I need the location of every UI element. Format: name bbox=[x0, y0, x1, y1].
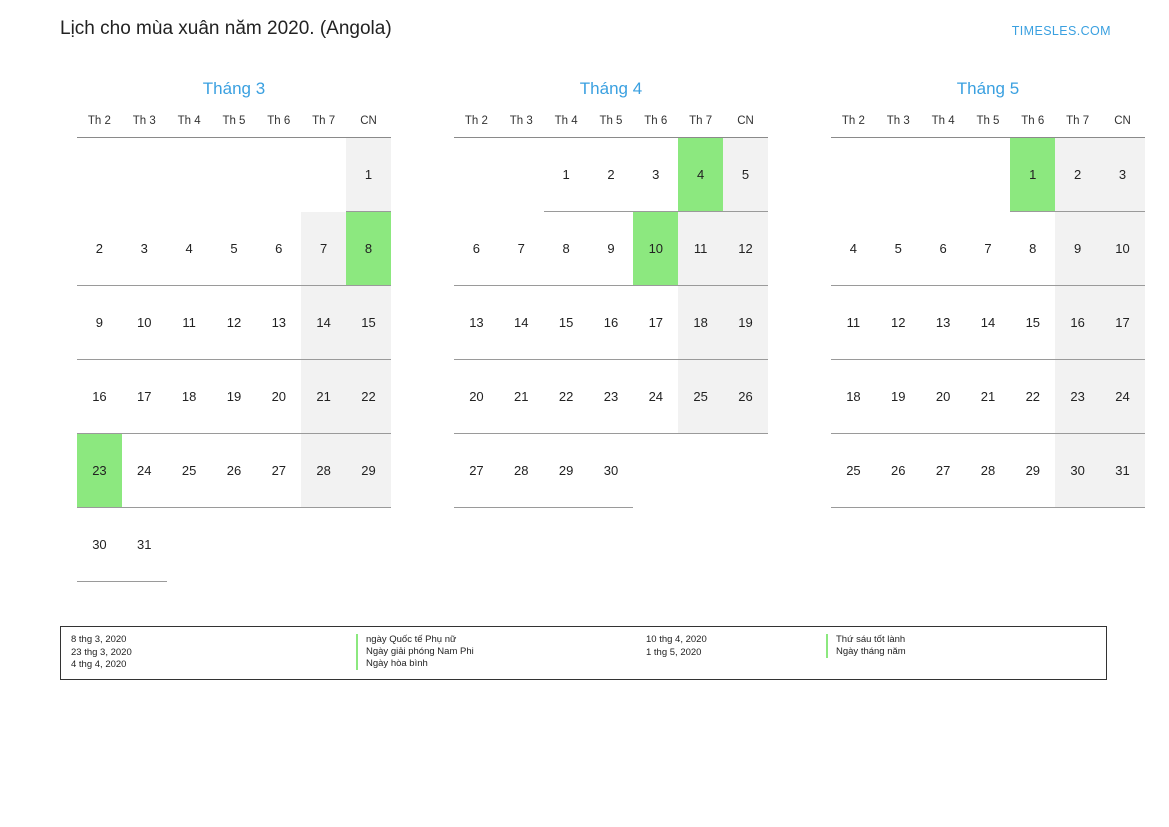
day-cell-empty bbox=[167, 508, 212, 582]
day-cell[interactable]: 20 bbox=[256, 360, 301, 434]
day-cell[interactable]: 24 bbox=[1100, 360, 1145, 434]
day-cell-empty bbox=[831, 138, 876, 212]
day-cell[interactable]: 29 bbox=[1010, 434, 1055, 508]
day-cell[interactable]: 20 bbox=[921, 360, 966, 434]
month-title: Tháng 5 bbox=[956, 79, 1020, 98]
day-cell[interactable]: 22 bbox=[544, 360, 589, 434]
day-cell[interactable]: 6 bbox=[256, 212, 301, 286]
day-cell[interactable]: 25 bbox=[167, 434, 212, 508]
weekday-header: Th 7 bbox=[301, 112, 346, 138]
day-cell[interactable]: 8 bbox=[1010, 212, 1055, 286]
week-row bbox=[831, 434, 1145, 508]
day-cell[interactable]: 13 bbox=[256, 286, 301, 360]
day-cell[interactable]: 16 bbox=[77, 360, 122, 434]
day-cell[interactable]: 24 bbox=[633, 360, 678, 434]
day-cell[interactable]: 19 bbox=[876, 360, 921, 434]
day-cell[interactable]: 27 bbox=[454, 434, 499, 508]
week-row bbox=[831, 286, 1145, 360]
legend-holiday-name: Thứ sáu tốt lành bbox=[826, 634, 906, 646]
week-row bbox=[454, 138, 768, 212]
day-cell[interactable]: 29 bbox=[544, 434, 589, 508]
month-block bbox=[77, 78, 391, 582]
day-cell[interactable]: 3 bbox=[122, 212, 167, 286]
day-cell[interactable]: 30 bbox=[77, 508, 122, 582]
weekday-header: Th 5 bbox=[966, 112, 1011, 138]
weekday-header: Th 5 bbox=[212, 112, 257, 138]
day-cell[interactable]: 28 bbox=[499, 434, 544, 508]
weekday-header: Th 2 bbox=[77, 112, 122, 138]
day-cell-empty bbox=[122, 138, 167, 212]
day-cell-empty bbox=[678, 434, 723, 508]
weekday-header: Th 2 bbox=[831, 112, 876, 138]
day-cell[interactable]: 9 bbox=[77, 286, 122, 360]
weekday-header: Th 7 bbox=[1055, 112, 1100, 138]
day-cell[interactable]: 28 bbox=[301, 434, 346, 508]
weekday-header: Th 3 bbox=[499, 112, 544, 138]
day-cell[interactable]: 17 bbox=[122, 360, 167, 434]
day-cell[interactable]: 4 bbox=[167, 212, 212, 286]
day-cell-holiday[interactable]: 1 bbox=[1010, 138, 1055, 212]
day-cell-holiday[interactable]: 8 bbox=[346, 212, 391, 286]
weekday-header: Th 3 bbox=[122, 112, 167, 138]
day-cell[interactable]: 2 bbox=[77, 212, 122, 286]
day-cell[interactable]: 14 bbox=[966, 286, 1011, 360]
day-cell[interactable]: 18 bbox=[678, 286, 723, 360]
day-cell[interactable]: 6 bbox=[454, 212, 499, 286]
day-cell[interactable]: 27 bbox=[921, 434, 966, 508]
day-cell[interactable]: 19 bbox=[212, 360, 257, 434]
day-cell[interactable]: 23 bbox=[1055, 360, 1100, 434]
weekday-header: Th 4 bbox=[921, 112, 966, 138]
day-cell[interactable]: 5 bbox=[723, 138, 768, 212]
day-cell-empty bbox=[212, 508, 257, 582]
week-row bbox=[454, 360, 768, 434]
legend-holiday-name: Ngày hòa bình bbox=[356, 658, 474, 670]
day-cell[interactable]: 29 bbox=[346, 434, 391, 508]
day-cell[interactable]: 18 bbox=[831, 360, 876, 434]
day-cell[interactable]: 21 bbox=[301, 360, 346, 434]
week-row bbox=[831, 138, 1145, 212]
weekday-header: Th 3 bbox=[876, 112, 921, 138]
weekday-header: Th 7 bbox=[678, 112, 723, 138]
day-cell-empty bbox=[256, 508, 301, 582]
weekday-header: Th 6 bbox=[256, 112, 301, 138]
weekday-header: CN bbox=[723, 112, 768, 138]
day-cell[interactable]: 2 bbox=[1055, 138, 1100, 212]
legend-holiday-name: Ngày giải phóng Nam Phi bbox=[356, 646, 474, 658]
day-cell[interactable]: 28 bbox=[966, 434, 1011, 508]
day-cell[interactable]: 3 bbox=[633, 138, 678, 212]
day-cell[interactable]: 10 bbox=[122, 286, 167, 360]
day-cell-holiday[interactable]: 23 bbox=[77, 434, 122, 508]
weekday-header: Th 4 bbox=[167, 112, 212, 138]
day-cell[interactable]: 4 bbox=[831, 212, 876, 286]
week-row bbox=[77, 212, 391, 286]
week-row bbox=[831, 360, 1145, 434]
week-row bbox=[77, 360, 391, 434]
day-cell-empty bbox=[454, 138, 499, 212]
day-cell[interactable]: 7 bbox=[301, 212, 346, 286]
day-cell-empty bbox=[723, 434, 768, 508]
day-cell[interactable]: 15 bbox=[346, 286, 391, 360]
month-table bbox=[77, 112, 391, 582]
day-cell-empty bbox=[499, 138, 544, 212]
day-cell-empty bbox=[346, 508, 391, 582]
day-cell[interactable]: 12 bbox=[876, 286, 921, 360]
week-row bbox=[454, 286, 768, 360]
day-cell[interactable]: 11 bbox=[678, 212, 723, 286]
day-cell[interactable]: 20 bbox=[454, 360, 499, 434]
day-cell-empty bbox=[256, 138, 301, 212]
day-cell[interactable]: 22 bbox=[346, 360, 391, 434]
day-cell-empty bbox=[966, 138, 1011, 212]
day-cell[interactable]: 16 bbox=[1055, 286, 1100, 360]
day-cell-empty bbox=[212, 138, 257, 212]
day-cell[interactable]: 11 bbox=[167, 286, 212, 360]
day-cell[interactable]: 12 bbox=[212, 286, 257, 360]
day-cell-holiday[interactable]: 10 bbox=[633, 212, 678, 286]
day-cell[interactable]: 21 bbox=[499, 360, 544, 434]
day-cell-empty bbox=[167, 138, 212, 212]
calendar-group bbox=[0, 78, 1169, 582]
day-cell[interactable]: 8 bbox=[544, 212, 589, 286]
weekday-header: Th 6 bbox=[633, 112, 678, 138]
legend-names-group-a bbox=[356, 627, 646, 679]
day-cell[interactable]: 7 bbox=[499, 212, 544, 286]
day-cell[interactable]: 17 bbox=[633, 286, 678, 360]
legend bbox=[60, 626, 1107, 680]
day-cell[interactable]: 25 bbox=[678, 360, 723, 434]
day-cell[interactable]: 5 bbox=[876, 212, 921, 286]
day-cell-holiday[interactable]: 4 bbox=[678, 138, 723, 212]
weekday-header: Th 2 bbox=[454, 112, 499, 138]
month-title: Tháng 4 bbox=[579, 79, 643, 98]
legend-dates-group-b bbox=[646, 627, 826, 679]
day-cell[interactable]: 15 bbox=[1010, 286, 1055, 360]
week-row bbox=[831, 212, 1145, 286]
month-block bbox=[831, 78, 1145, 582]
day-cell-empty bbox=[921, 138, 966, 212]
day-cell-empty bbox=[301, 508, 346, 582]
day-cell[interactable]: 6 bbox=[921, 212, 966, 286]
week-row bbox=[77, 508, 391, 582]
day-cell-empty bbox=[301, 138, 346, 212]
month-table bbox=[831, 112, 1145, 508]
day-cell[interactable]: 16 bbox=[589, 286, 634, 360]
legend-date: 4 thg 4, 2020 bbox=[71, 659, 127, 671]
weekday-header: CN bbox=[1100, 112, 1145, 138]
day-cell[interactable]: 23 bbox=[589, 360, 634, 434]
day-cell[interactable]: 9 bbox=[1055, 212, 1100, 286]
legend-date: 10 thg 4, 2020 bbox=[646, 634, 707, 645]
month-table bbox=[454, 112, 768, 508]
legend-names-group-b bbox=[826, 627, 1106, 679]
day-cell[interactable]: 26 bbox=[212, 434, 257, 508]
day-cell[interactable]: 24 bbox=[122, 434, 167, 508]
day-cell[interactable]: 5 bbox=[212, 212, 257, 286]
day-cell[interactable]: 19 bbox=[723, 286, 768, 360]
weekday-header: Th 5 bbox=[589, 112, 634, 138]
day-cell[interactable]: 30 bbox=[1055, 434, 1100, 508]
day-cell[interactable]: 13 bbox=[921, 286, 966, 360]
day-cell[interactable]: 31 bbox=[1100, 434, 1145, 508]
legend-date: 23 thg 3, 2020 bbox=[71, 646, 132, 658]
month-block bbox=[454, 78, 768, 582]
legend-date: 1 thg 5, 2020 bbox=[646, 646, 702, 658]
legend-dates-group-a bbox=[61, 627, 356, 679]
week-row bbox=[77, 434, 391, 508]
day-cell[interactable]: 25 bbox=[831, 434, 876, 508]
day-cell-empty bbox=[876, 138, 921, 212]
day-cell[interactable]: 10 bbox=[1100, 212, 1145, 286]
day-cell[interactable]: 2 bbox=[589, 138, 634, 212]
legend-holiday-name: ngày Quốc tế Phụ nữ bbox=[356, 634, 474, 646]
brand-link[interactable]: TIMESLES.COM bbox=[1011, 24, 1111, 38]
day-cell[interactable]: 1 bbox=[544, 138, 589, 212]
weekday-header: CN bbox=[346, 112, 391, 138]
page-header bbox=[0, 18, 1169, 54]
legend-date: 8 thg 3, 2020 bbox=[71, 634, 127, 645]
day-cell[interactable]: 27 bbox=[256, 434, 301, 508]
week-row bbox=[454, 212, 768, 286]
legend-holiday-name: Ngày tháng năm bbox=[826, 646, 906, 658]
day-cell[interactable]: 15 bbox=[544, 286, 589, 360]
day-cell[interactable]: 17 bbox=[1100, 286, 1145, 360]
day-cell[interactable]: 18 bbox=[167, 360, 212, 434]
day-cell[interactable]: 12 bbox=[723, 212, 768, 286]
day-cell[interactable]: 31 bbox=[122, 508, 167, 582]
day-cell[interactable]: 11 bbox=[831, 286, 876, 360]
day-cell[interactable]: 14 bbox=[499, 286, 544, 360]
day-cell[interactable]: 21 bbox=[966, 360, 1011, 434]
month-title: Tháng 3 bbox=[202, 79, 266, 98]
week-row bbox=[77, 138, 391, 212]
day-cell[interactable]: 14 bbox=[301, 286, 346, 360]
day-cell-empty bbox=[77, 138, 122, 212]
day-cell[interactable]: 26 bbox=[876, 434, 921, 508]
day-cell[interactable]: 22 bbox=[1010, 360, 1055, 434]
weekday-header: Th 6 bbox=[1010, 112, 1055, 138]
day-cell-empty bbox=[633, 434, 678, 508]
day-cell[interactable]: 26 bbox=[723, 360, 768, 434]
page-title: Lịch cho mùa xuân năm 2020. (Angola) bbox=[60, 18, 392, 39]
week-row bbox=[454, 434, 768, 508]
day-cell[interactable]: 1 bbox=[346, 138, 391, 212]
day-cell[interactable]: 13 bbox=[454, 286, 499, 360]
day-cell[interactable]: 3 bbox=[1100, 138, 1145, 212]
day-cell[interactable]: 30 bbox=[589, 434, 634, 508]
weekday-header: Th 4 bbox=[544, 112, 589, 138]
week-row bbox=[77, 286, 391, 360]
day-cell[interactable]: 7 bbox=[966, 212, 1011, 286]
day-cell[interactable]: 9 bbox=[589, 212, 634, 286]
